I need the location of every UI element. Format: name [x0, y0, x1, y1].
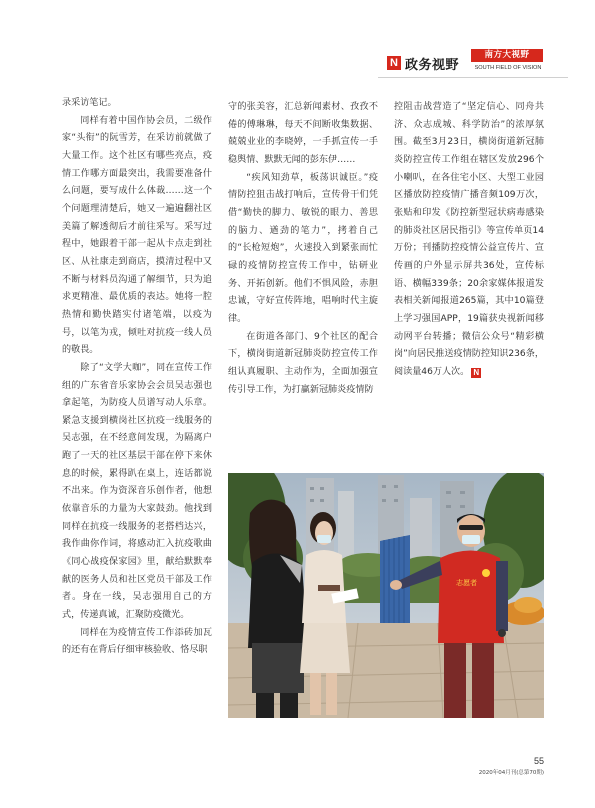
text-column-2: [228, 99, 378, 399]
header-divider: [378, 77, 568, 78]
paragraph: “疾风知劲草，板荡识诚臣。”疫情防控狙击战打响后，宣传骨干们凭借“勤快的脚力、敏锐的眼力、善思的脑力、遒劲的笔力”，拷着自己的“长枪短炮”，火速投入到紧张而忙碌的疫情防控宣传工作中，钻研业务、开拓创新。他们不惧风险，赤胆忠诚，守好宣传阵地，唱响时代主旋律。: [228, 172, 378, 324]
vest-text: 志愿者: [456, 579, 477, 587]
text-column-1: [62, 95, 212, 660]
brand-en: SOUTH FIELD OF VISION: [474, 65, 542, 71]
article-photo: [228, 473, 544, 718]
paragraph: 守的张美容，汇总新闻素材、孜孜不倦的傅琳琳，每天不间断收集数据、兢兢业业的李晓婷，一手抓宣传一手稳舆情、默默无闻的彭东伊……: [228, 102, 378, 165]
paragraph: 在街道各部门、9个社区的配合下，横岗街道新冠肺炎防控宣传工作组认真履职、主动作为，全面加强宣传引导工作，为打赢新冠肺炎疫情防: [228, 331, 378, 395]
text-column-3: [394, 99, 544, 382]
masthead: [378, 44, 568, 78]
brand-cn: 南方大视野: [471, 49, 543, 62]
paragraph: 同样在为疫情宣传工作添砖加瓦的还有在背后仔细审核验收、恪尽职: [62, 627, 212, 656]
paragraph: 同样有着中国作协会员，二级作家“头衔”的阮雪芳，在采访前就做了大量工作。这个社区有哪些亮点，疫情工作哪方面最突出，我需要准备什么问题，要写成什么体裁……这一个个问题理清楚后，她又一遍遍翻社区美篇了解透彻后才前往采写。采写过程中，她跟着干部一起从卡点走到社区、从社康走到商店，摸清过程中又不断与材料员沟通了解细节，只为追求更精准、最优质的表达。她将一腔热情和勤快踏实付诸笔端，以疫为号，以笔为戎，倾吐对抗疫一线人员的敬畏。: [62, 115, 212, 356]
paragraph: 除了“文学大咖”，同在宣传工作组的广东省音乐家协会会员吴志强也拿起笔，为防疫人员谱写动人乐章。紧急支援到横岗社区抗疫一线服务的吴志强，在不经意间发现，为隔离户跑了一天的社区基层干部在停下来休息的时候，累得趴在桌上，连话都说不出来。作为资深音乐创作者，他想依靠音乐的力量为大家鼓劲。他找到同样在抗疫一线服务的老搭档达兴，我作曲你作词，将感动汇入抗疫歌曲《同心战疫保家园》里，献给默默奉献的医务人员和社区党员干部及工作者。身在一线，吴志强用自己的方式，传递真诚，汇聚防疫微光。: [62, 362, 212, 621]
page-number: 55: [533, 756, 544, 766]
paragraph: [394, 99, 544, 382]
paragraph: 录采访笔记。: [62, 98, 117, 108]
paragraph-text: 控阻击战营造了“坚定信心、同舟共济、众志成城、科学防治”的浓厚氛围。截至3月23日，横岗街道新冠肺炎防控宣传工作组在辖区发放296个小喇叭，在各住宅小区、大型工业园区播放防控疫情广播音频109万次，张贴和印发《防控新型冠状病毒感染的肺炎社区居民指引》等宣传单页14万份；刊播防控疫情公益宣传片、宣传画的户外显示屏共36处，宣传标语、横幅339条；20余家媒体报道发表相关新闻报道265篇，其中10篇登上学习强国APP，19篇获央视新闻移动网平台转播；微信公众号“精彩横岗”向居民推送疫情防控知识236条，阅读量46万人次。: [394, 102, 544, 377]
issue-info: 2020年04月刊(总第70期): [478, 770, 544, 776]
magazine-logo-icon: N: [387, 56, 401, 70]
section-title: 政务视野: [405, 58, 460, 73]
end-mark-icon: N: [471, 368, 481, 378]
